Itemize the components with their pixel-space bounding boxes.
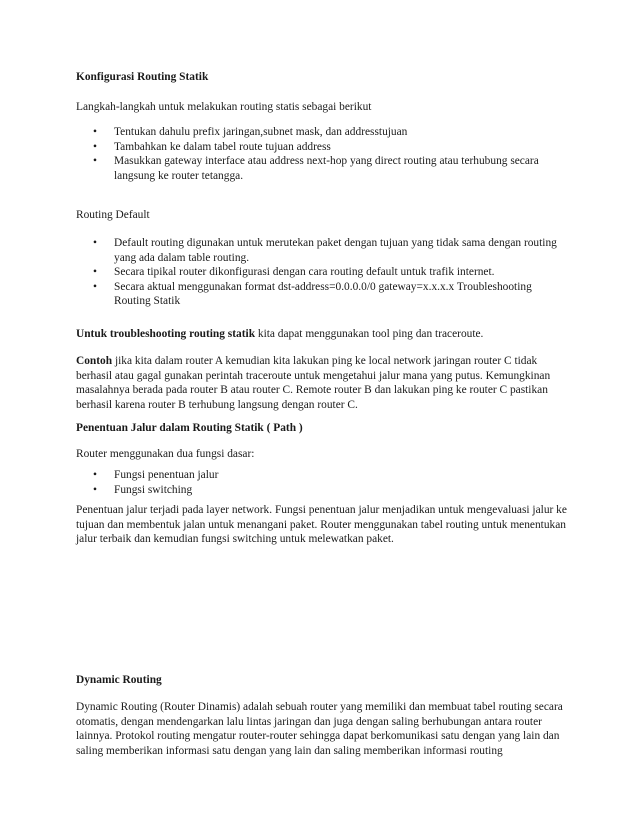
list-item: • Tentukan dahulu prefix jaringan,subnet mask, dan addresstujuan xyxy=(93,126,408,138)
section4-intro: Router menggunakan dua fungsi dasar: xyxy=(76,448,255,460)
bullet-icon: • xyxy=(93,483,97,496)
bullet-icon: • xyxy=(93,140,97,153)
contoh-paragraph: Contoh jika kita dalam router A kemudian kita lakukan ping ke local network jaringan router C tidak berhasil atau gagal gunakan perintah traceroute untuk mengetahui jalur mana yang putus. Kemungkinan masalahnya berada pada router B atau router C. Remote router B dan lakukan ping ke router C pastikan berhasil karena router B terhubung langsung dengan router C. xyxy=(76,355,551,411)
list-item: • Masukkan gateway interface atau address next-hop yang direct routing atau terhubung secara langsung ke router tetangga. xyxy=(93,155,539,182)
bullet-icon: • xyxy=(93,469,97,481)
list-item: • Fungsi switching xyxy=(93,483,193,496)
heading-routing-default: Routing Default xyxy=(76,209,150,221)
troubleshooting-paragraph: Untuk troubleshooting routing statik kita dapat menggunakan tool ping dan traceroute. xyxy=(76,328,484,340)
section1-bullet-list xyxy=(76,125,568,183)
list-item: • Tambahkan ke dalam tabel route tujuan address xyxy=(93,140,331,153)
section4-paragraph: Penentuan jalur terjadi pada layer network. Fungsi penentuan jalur menjadikan untuk mengevaluasi jalur ke tujuan dan membentuk jalan untuk menangani paket. Router menggunakan tabel routing untuk menentukan jalur terbaik dan kemudian fungsi switching untuk melewatkan paket. xyxy=(76,504,567,546)
section2-bullet-list xyxy=(76,236,568,309)
bullet-icon: • xyxy=(93,155,97,168)
heading-dynamic-routing: Dynamic Routing xyxy=(76,674,162,686)
section5-paragraph: Dynamic Routing (Router Dinamis) adalah sebuah router yang memiliki dan membuat tabel routing secara otomatis, dengan mendengarkan lalu lintas jaringan dan juga dengan saling berhubungan antara router lainnya. Protokol routing mengatur router-router sehingga dapat berkomunikasi satu dengan yang lain dan saling memberikan informasi satu dengan yang lain dan saling memberikan informasi routing xyxy=(76,701,563,757)
list-item: • Secara tipikal router dikonfigurasi dengan cara routing default untuk trafik internet. xyxy=(93,266,495,279)
section1-intro: Langkah-langkah untuk melakukan routing statis sebagai berikut xyxy=(76,101,372,113)
bullet-icon: • xyxy=(93,237,97,249)
list-item: • Secara aktual menggunakan format dst-address=0.0.0.0/0 gateway=x.x.x.x Troubleshooting Routing Statik xyxy=(93,280,532,308)
list-item: • Fungsi penentuan jalur xyxy=(93,469,219,481)
heading-penentuan-jalur: Penentuan Jalur dalam Routing Statik ( Path ) xyxy=(76,422,303,434)
bullet-icon: • xyxy=(93,280,97,293)
section4-bullet-list xyxy=(76,468,568,497)
bullet-icon: • xyxy=(93,266,97,279)
bullet-icon: • xyxy=(93,126,97,138)
heading-konfigurasi-routing-statik: Konfigurasi Routing Statik xyxy=(76,71,209,83)
list-item: • Default routing digunakan untuk merutekan paket dengan tujuan yang tidak sama dengan routing yang ada dalam table routing. xyxy=(93,237,557,264)
